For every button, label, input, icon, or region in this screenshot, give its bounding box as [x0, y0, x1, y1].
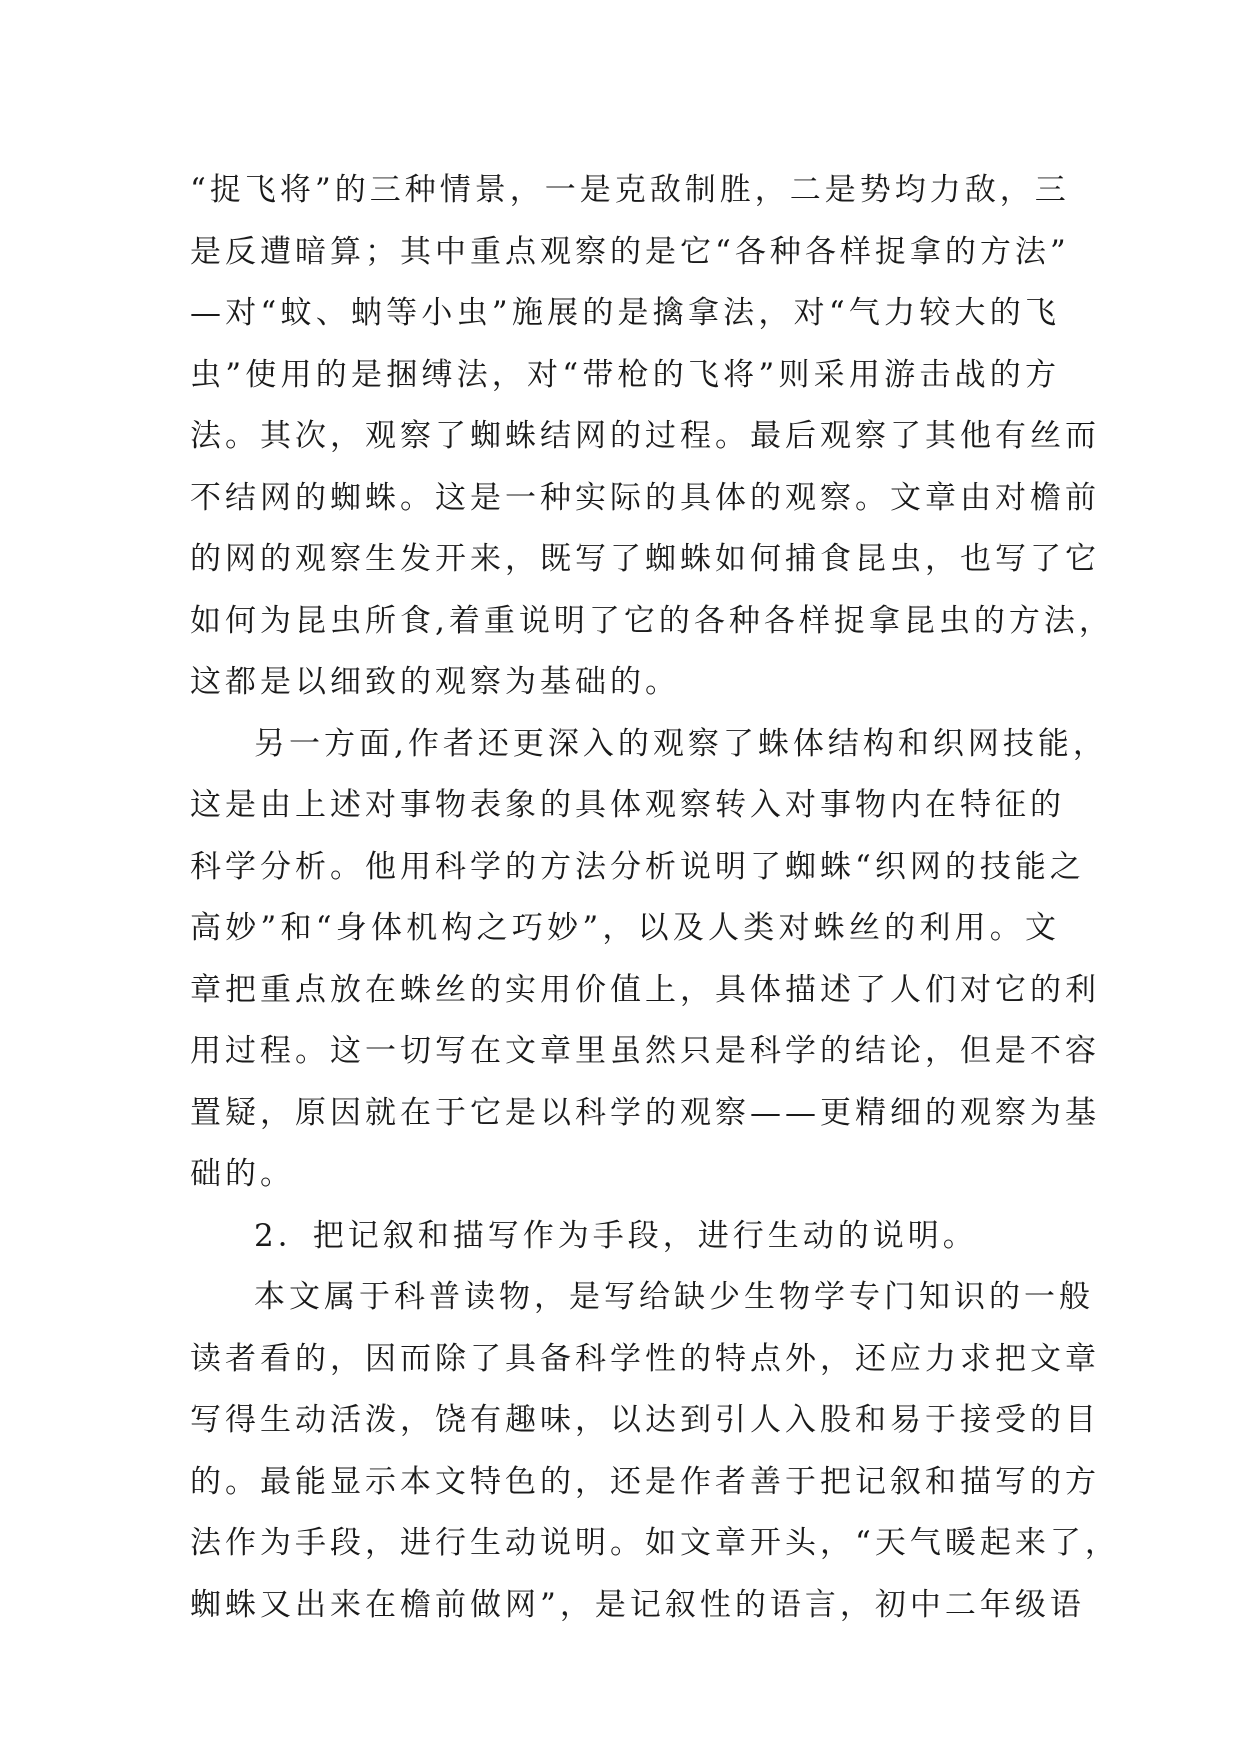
text-line: 法作为手段，进行生动说明。如文章开头，“天气暖起来了，	[190, 1525, 1120, 1561]
text-line: 读者看的，因而除了具备科学性的特点外，还应力求把文章	[190, 1340, 1100, 1377]
text-line: 不结网的蜘蛛。这是一种实际的具体的观察。文章由对檐前	[190, 479, 1100, 516]
text-line: 虫”使用的是捆缚法，对“带枪的飞将”则采用游击战的方	[190, 356, 1060, 393]
text-line: 的网的观察生发开来，既写了蜘蛛如何捕食昆虫，也写了它	[190, 541, 1100, 577]
text-line: 法。其次，观察了蜘蛛结网的过程。最后观察了其他有丝而	[190, 418, 1100, 454]
text-line: 这都是以细致的观察为基础的。	[190, 664, 680, 700]
text-line: 写得生动活泼，饶有趣味，以达到引人入股和易于接受的目	[190, 1402, 1100, 1438]
text-line: 的。最能显示本文特色的，还是作者善于把记叙和描写的方	[190, 1463, 1100, 1500]
text-line: 这是由上述对事物表象的具体观察转入对事物内在特征的	[190, 787, 1065, 823]
text-line: —对“蚊、蚋等小虫”施展的是擒拿法，对“气力较大的飞	[190, 295, 1060, 331]
text-line: 置疑，原因就在于它是以科学的观察——更精细的观察为基	[190, 1094, 1100, 1131]
text-line: 如何为昆虫所食,着重说明了它的各种各样捉拿昆虫的方法，	[190, 602, 1114, 639]
text-line: 另一方面,作者还更深入的观察了蛛体结构和织网技能，	[254, 725, 1108, 762]
paragraph-3	[190, 1267, 1120, 1636]
heading-text: 2．把记叙和描写作为手段，进行生动的说明。	[254, 1217, 978, 1254]
text-line: 础的。	[190, 1156, 295, 1192]
paragraph-2	[190, 714, 1108, 1206]
text-line: 本文属于科普读物，是写给缺少生物学专门知识的一般	[254, 1279, 1094, 1315]
text-line: 蜘蛛又出来在檐前做网”，是记叙性的语言，初中二年级语	[190, 1586, 1085, 1623]
text-line: 用过程。这一切写在文章里虽然只是科学的结论，但是不容	[190, 1033, 1100, 1069]
text-line: 章把重点放在蛛丝的实用价值上，具体描述了人们对它的利	[190, 971, 1100, 1008]
text-line: “捉飞将”的三种情景，一是克敌制胜，二是势均力敌，三	[190, 172, 1070, 208]
text-line: 高妙”和“身体机构之巧妙”，以及人类对蛛丝的利用。文	[190, 910, 1060, 946]
paragraph-1	[190, 160, 1114, 714]
text-line: 是反遭暗算；其中重点观察的是它“各种各样捉拿的方法”	[190, 233, 1070, 270]
document-body	[190, 160, 1120, 1636]
text-line: 科学分析。他用科学的方法分析说明了蜘蛛“织网的技能之	[190, 848, 1085, 885]
section-heading	[190, 1206, 1060, 1268]
